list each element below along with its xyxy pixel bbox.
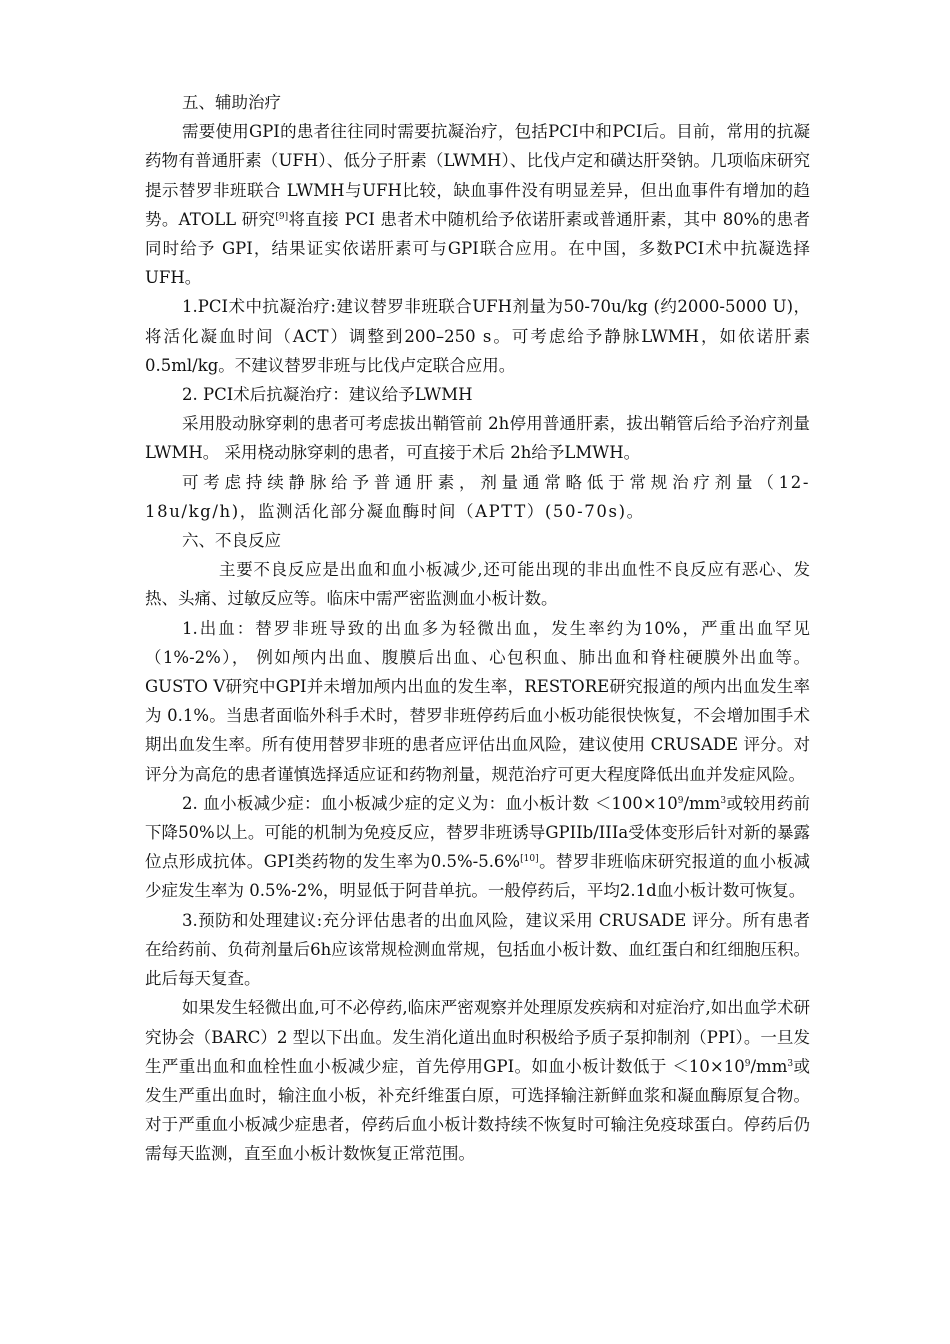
superscript-3: 3 — [787, 1058, 794, 1069]
section-5-paragraph-1 — [145, 117, 810, 292]
section-6-paragraph-5 — [145, 993, 810, 1168]
section-6-paragraph-3 — [145, 789, 810, 906]
superscript-9: 9 — [677, 795, 684, 806]
section-5-paragraph-1-text: 需要使用GPI的患者往往同时需要抗凝治疗，包括PCI中和PCI后。目前，常用的抗凝药物有普通肝素（UFH）、低分子肝素（LWMH）、比伐卢定和磺达肝癸钠。几项临床研究提示替罗非班联合 LWMH与UFH比较，缺血事件没有明显差异，但出血事件有增加的趋势。ATOLL 研究 — [145, 122, 810, 229]
section-5-paragraph-2: 1.PCI术中抗凝治疗:建议替罗非班联合UFH剂量为50-70u/kg (约2000-5000 U)，将活化凝血时间（ACT）调整到200–250 s。可考虑给予静脉LWMH，如依诺肝素0.5ml/kg。不建议替罗非班与比伐卢定联合应用。 — [145, 297, 810, 375]
superscript-9: 9 — [744, 1058, 751, 1069]
superscript-3: 3 — [720, 795, 727, 806]
section-6-paragraph-3-text-d: 。替罗非班临床研究报道的血小板减少症发生率为 0.5%-2%，明显低于阿昔单抗。一般停药后，平均2.1d血小板计数可恢复。 — [145, 852, 811, 901]
section-5-paragraph-4: 采用股动脉穿刺的患者可考虑拔出鞘管前 2h停用普通肝素，拔出鞘管后给予治疗剂量LWMH。 采用桡动脉穿刺的患者，可直接于术后 2h给予LMWH。 — [145, 414, 810, 463]
section-6-paragraph-5-text-c: 或发生严重出血时，输注血小板，补充纤维蛋白原，可选择输注新鲜血浆和凝血酶原复合物。对于严重血小板减少症患者，停药后血小板计数持续不恢复时可输注免疫球蛋白。停药后仍需每天监测，直至血小板计数恢复正常范围。 — [145, 1056, 810, 1164]
citation-9: [9] — [275, 211, 289, 222]
section-6-paragraph-3-text-b: /mm — [683, 793, 721, 813]
section-6-paragraph-5-text-b: /mm — [750, 1056, 788, 1076]
section-5-paragraph-3: 2. PCI术后抗凝治疗：建议给予LWMH — [182, 385, 473, 405]
section-6-paragraph-5-text-a: 如果发生轻微出血,可不必停药,临床严密观察并处理原发疾病和对症治疗,如出血学术研究协会（BARC）2 型以下出血。发生消化道出血时积极给予质子泵抑制剂（PPI）。一旦发生严重出血和血栓性血小板减少症，首先停用GPI。如血小板计数低于 ＜10×10 — [145, 998, 810, 1076]
section-5-paragraph-1-tail: 将直接 PCI 患者术中随机给予依诺肝素或普通肝素，其中 80%的患者同时给予 GPI，结果证实依诺肝素可与GPI联合应用。在中国，多数PCI术中抗凝选择UFH。 — [145, 209, 810, 288]
section-6-heading: 六、不良反应 — [182, 531, 281, 551]
section-5-paragraph-5: 可考虑持续静脉给予普通肝素，剂量通常略低于常规治疗剂量（12-18u/kg/h)，监测活化部分凝血酶时间（APTT）(50-70s)。 — [145, 472, 810, 521]
section-6-paragraph-3-text-a: 2. 血小板减少症：血小板减少症的定义为：血小板计数 ＜100×10 — [182, 793, 678, 813]
section-5-heading: 五、辅助治疗 — [182, 93, 281, 112]
section-6-paragraph-2: 1.出血：替罗非班导致的出血多为轻微出血，发生率约为10%，严重出血罕见（1%-2%）， 例如颅内出血、腹膜后出血、心包积血、肺出血和脊柱硬膜外出血等。GUSTO Ⅴ研究中GPI并未增加颅内出血的发生率，RESTORE研究报道的颅内出血发生率为 0.1%。当患者面临外科手术时，替罗非班停药后血小板功能很快恢复，不会增加围手术期出血发生率。所有使用替罗非班的患者应评估出血风险，建议使用 CRUSADE 评分。对评分为高危的患者谨慎选择适应证和药物剂量，规范治疗可更大程度降低出血并发症风险。 — [145, 618, 810, 784]
section-6-paragraph-1: 主要不良反应是出血和血小板减少,还可能出现的非出血性不良反应有恶心、发热、头痛、过敏反应等。临床中需严密监测血小板计数。 — [145, 560, 810, 609]
citation-10: [10] — [520, 854, 539, 865]
section-6-paragraph-3-text-c: 或较用药前下降50%以上。可能的机制为免疫反应，替罗非班诱导GPIIb/IIIa受体变形后针对新的暴露位点形成抗体。GPI类药物的发生率为0.5%-5.6% — [145, 793, 811, 872]
section-6-paragraph-4: 3.预防和处理建议:充分评估患者的出血风险，建议采用 CRUSADE 评分。所有患者在给药前、负荷剂量后6h应该常规检测血常规，包括血小板计数、血红蛋白和红细胞压积。此后每天复查。 — [145, 910, 810, 989]
